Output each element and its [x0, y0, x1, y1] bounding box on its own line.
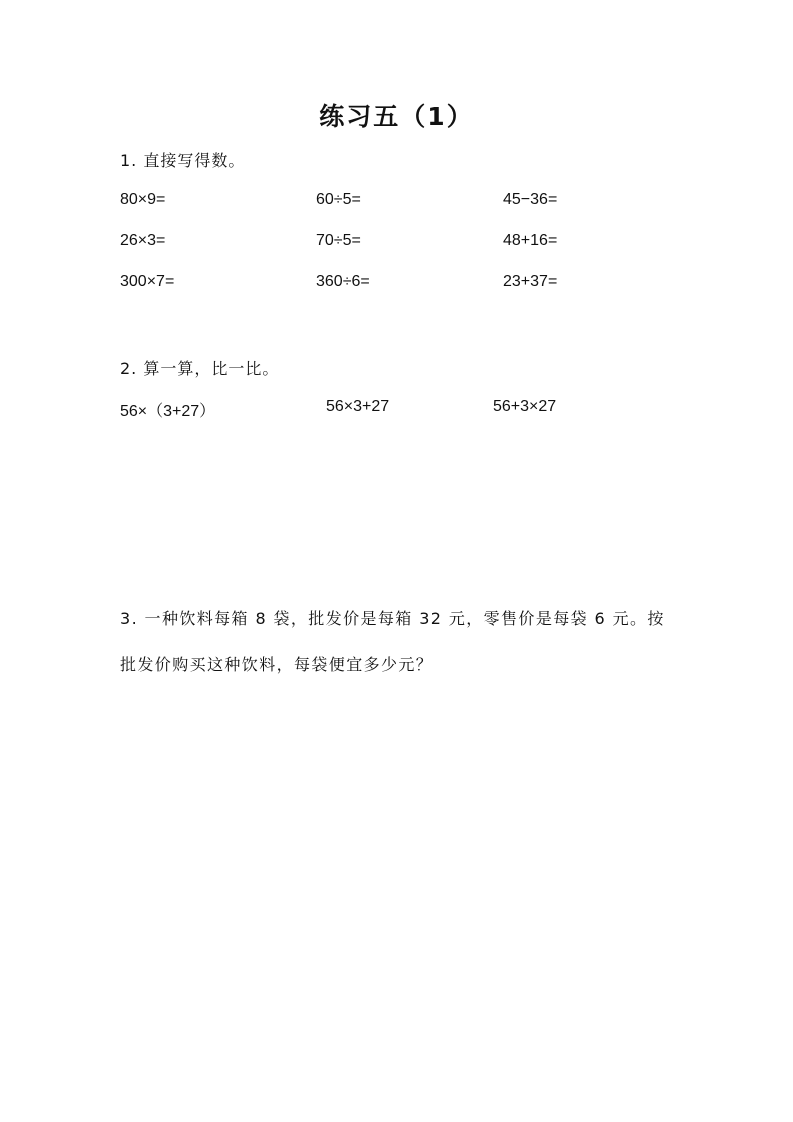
q1-calc: 23+37= [503, 273, 558, 290]
q2-heading: 2. 算一算，比一比。 [120, 359, 280, 378]
q3-text-line: 批发价购买这种饮料，每袋便宜多少元？ [120, 655, 434, 674]
q2-expression: 56×3+27 [326, 398, 390, 415]
page-title: 练习五（1） [319, 102, 474, 131]
q2-expression: 56×（3+27） [120, 403, 216, 420]
q3-text-line: 3. 一种饮料每箱 8 袋，批发价是每箱 32 元，零售价是每袋 6 元。按 [120, 609, 665, 628]
q1-calc: 60÷5= [316, 191, 361, 208]
q1-calc: 360÷6= [316, 273, 370, 290]
q1-calc: 80×9= [120, 191, 166, 208]
q1-calc: 70÷5= [316, 232, 361, 249]
q1-calc: 45−36= [503, 191, 558, 208]
q1-calc: 26×3= [120, 232, 166, 249]
q1-calc: 48+16= [503, 232, 558, 249]
q1-heading: 1. 直接写得数。 [120, 151, 246, 170]
q1-calc: 300×7= [120, 273, 175, 290]
q2-expression: 56+3×27 [493, 398, 557, 415]
